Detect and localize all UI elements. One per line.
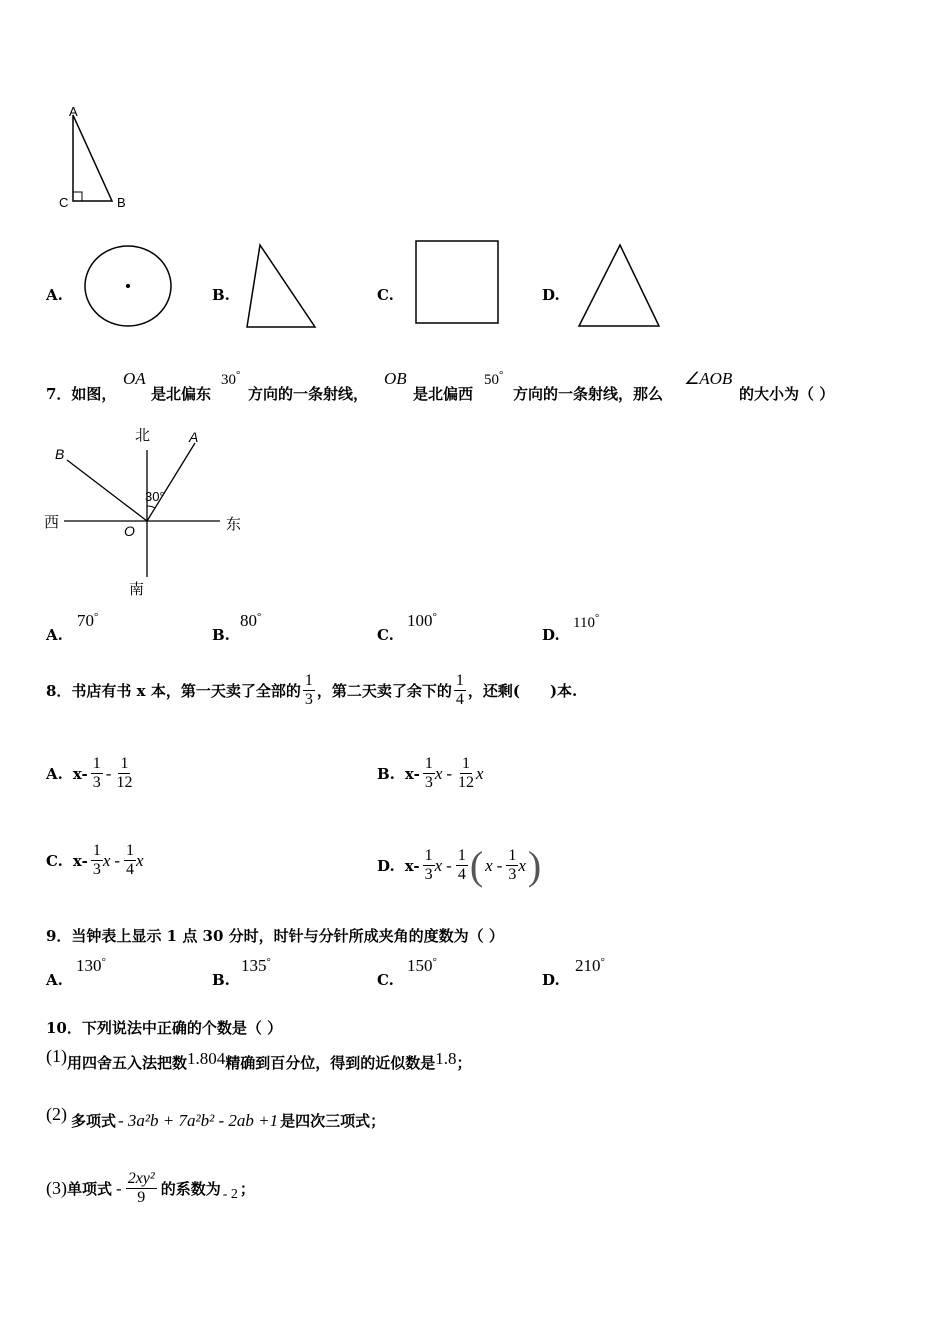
q8-option-d: D. x- $\frac{1}{3}$ x - $\frac{1}{4}$ ( x - $\frac{1}{3}$ x ) xyxy=(377,843,542,888)
q7-option-c-letter: C. xyxy=(377,626,394,644)
circle-shape xyxy=(82,244,177,330)
point-b-label: B xyxy=(55,446,65,462)
q6-option-b: B. xyxy=(212,286,230,304)
q9-option-b-letter: B. xyxy=(212,971,230,989)
q7-option-b-value: 80° xyxy=(240,611,262,630)
q8-option-b: B. x- $\frac{1}{3}$ x - $\frac{1}{12}$ x xyxy=(377,755,484,792)
q7-number: 7．如图， xyxy=(46,385,117,403)
q8-option-a: A. x- $\frac{1}{3}$ - $\frac{1}{12}$ xyxy=(46,755,133,792)
vertex-label-a: A xyxy=(69,105,78,119)
east-label: 东 xyxy=(226,516,242,533)
right-triangle-figure xyxy=(55,105,145,215)
q10-statement-1: (1) 用四舍五入法把数 1.804 精确到百分位，得到的近似数是 1.8 ； xyxy=(46,1046,472,1072)
point-a-label: A xyxy=(189,429,199,445)
q7-option-a-value: 70° xyxy=(77,611,99,630)
angle-30-label: 30° xyxy=(145,489,165,504)
south-label: 南 xyxy=(129,581,145,598)
q8-fraction-1-4: $\frac{1}{4}$ xyxy=(455,672,464,709)
isosceles-triangle-shape xyxy=(575,241,665,333)
q7-option-b-letter: B. xyxy=(212,626,230,644)
q6-option-d: D. xyxy=(542,286,560,304)
q9-option-b-value: 135° xyxy=(241,956,271,975)
q8-fraction-1-3: $\frac{1}{3}$ xyxy=(304,672,313,709)
square-shape xyxy=(413,238,503,328)
q10-statement-3: (3) 单项式 - $\frac{\text{2xy²}}{9}$ 的系数为 - 2 ； xyxy=(46,1170,255,1207)
q9-option-a-letter: A. xyxy=(46,971,63,989)
vertex-label-c: C xyxy=(59,195,69,210)
q7-option-d-letter: D. xyxy=(542,626,560,644)
north-label: 北 xyxy=(135,427,151,444)
q7-text-4: 方向的一条射线，那么 xyxy=(513,385,664,403)
q7-option-c-value: 100° xyxy=(407,611,437,630)
q10-question: 10．下列说法中正确的个数是（ ） xyxy=(46,1019,283,1037)
q8-text-2: ，第二天卖了余下的 xyxy=(316,682,452,701)
q7-degree-50: 50° xyxy=(484,369,504,388)
vertex-label-b: B xyxy=(117,195,126,210)
q8-text-1: 8．书店有书 x 本，第一天卖了全部的 xyxy=(46,682,301,701)
q8-option-c: C. x- $\frac{1}{3}$ x - $\frac{1}{4}$ x xyxy=(46,842,144,879)
q7-oa: OA xyxy=(123,369,146,388)
q6-option-a: A. xyxy=(46,286,63,304)
q7-option-a-letter: A. xyxy=(46,626,63,644)
q9-option-c-letter: C. xyxy=(377,971,394,989)
q7-angle-aob: ∠AOB xyxy=(684,369,733,388)
q10-statement-2: (2) 多项式 - 3a²b + 7a²b² - 2ab +1 是四次三项式； xyxy=(46,1104,386,1130)
q7-text-3: 是北偏西 xyxy=(413,385,474,403)
q9-option-d-letter: D. xyxy=(542,971,560,989)
q9-option-d-value: 210° xyxy=(575,956,605,975)
q9-option-a-value: 130° xyxy=(76,956,106,975)
west-label: 西 xyxy=(44,514,60,531)
q7-ob: OB xyxy=(384,369,407,388)
scalene-triangle-shape xyxy=(243,241,321,333)
q6-option-c: C. xyxy=(377,286,394,304)
q8-question xyxy=(46,672,577,710)
q7-degree-30: 30° xyxy=(221,369,241,388)
q7-text-2: 方向的一条射线， xyxy=(248,385,369,403)
origin-o-label: O xyxy=(124,523,135,539)
q7-option-d-value: 110° xyxy=(573,612,600,631)
q7-text-1: 是北偏东 xyxy=(151,385,212,403)
compass-figure xyxy=(40,422,255,600)
q9-option-c-value: 150° xyxy=(407,956,437,975)
q7-text-5: 的大小为（ ） xyxy=(739,385,835,403)
q9-question: 9．当钟表上显示 1 点 30 分时，时针与分针所成夹角的度数为（ ） xyxy=(46,927,504,945)
q8-text-3: ，还剩( )本. xyxy=(467,682,578,701)
